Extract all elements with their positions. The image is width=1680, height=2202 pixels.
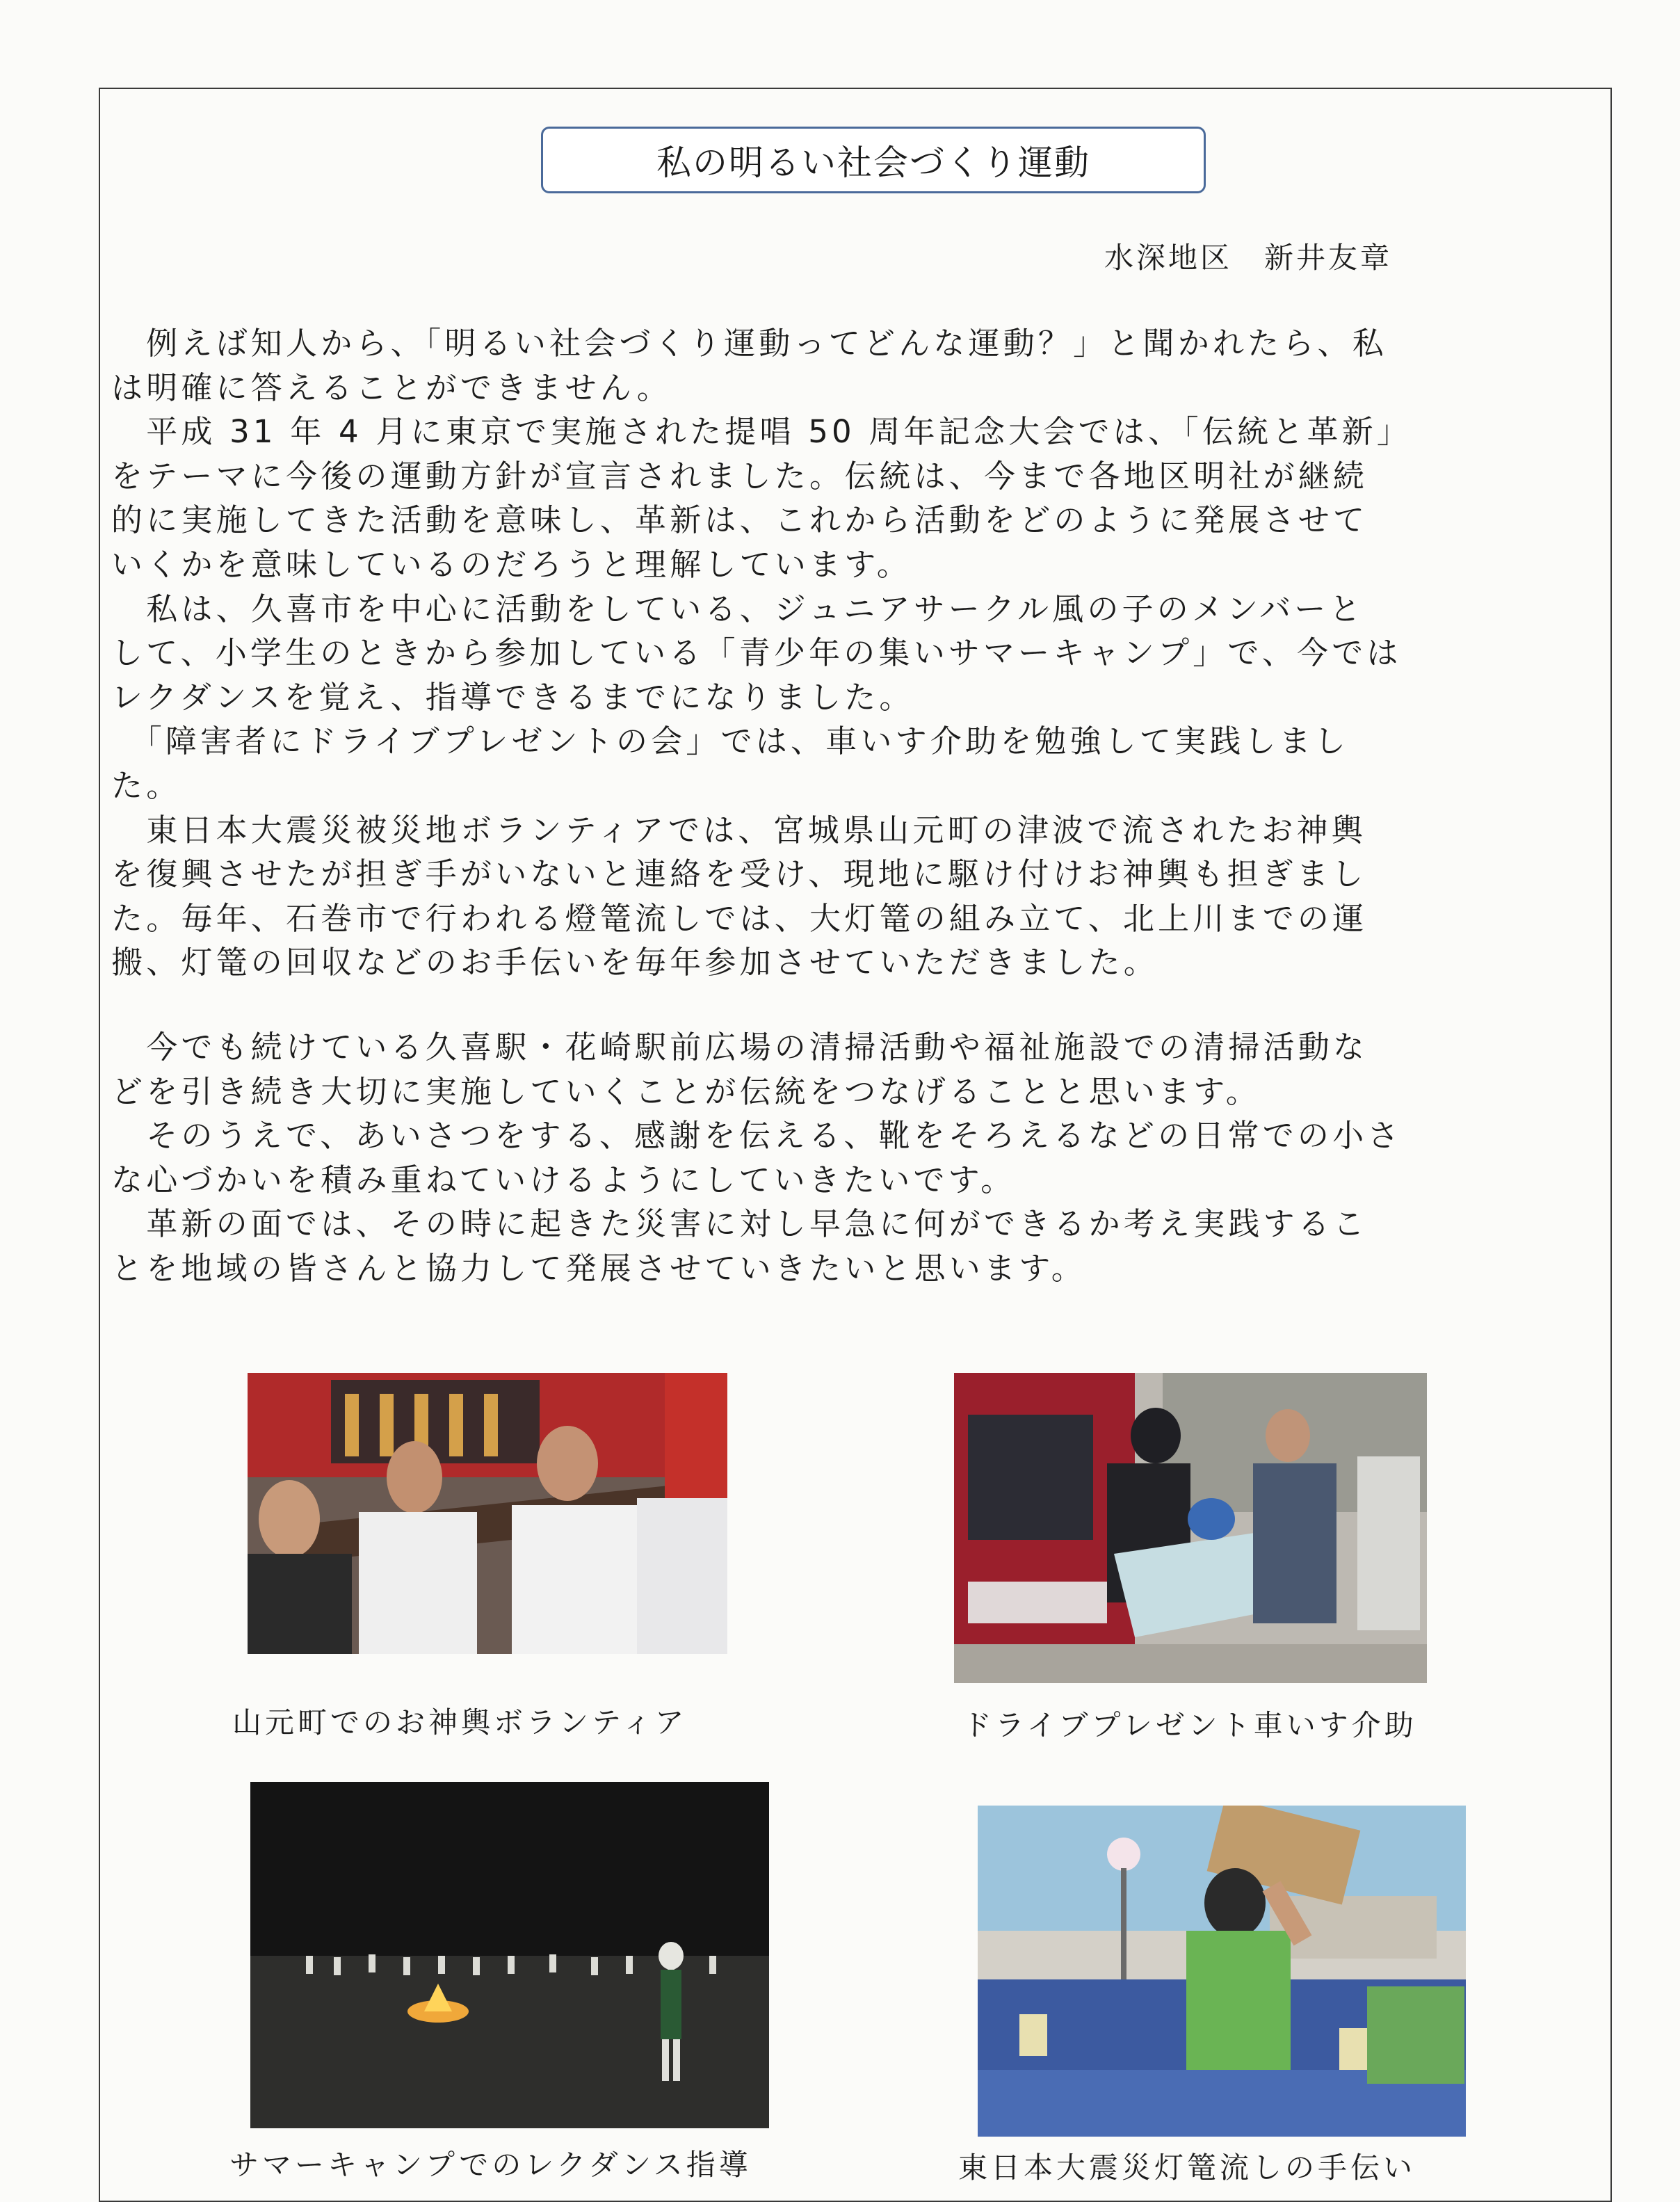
paragraph <box>111 410 1592 586</box>
article-title-text: 私の明るい社会づくり運動 <box>656 143 1090 183</box>
text-line: とを地域の皆さんと協力して発展させていきたいと思います。 <box>111 1249 1087 1287</box>
text-line: 革新の面では、その時に起きた災害に対し早急に何ができるか考え実践するこ <box>111 1205 1368 1243</box>
text-line: レクダンスを覚え、指導できるまでになりました。 <box>111 678 914 716</box>
photo-summer-camp-image <box>250 1782 769 2128</box>
photo-caption: サマーキャンプでのレクダンス指導 <box>229 2148 752 2182</box>
photo-drive-present <box>954 1373 1427 1683</box>
text-line: 搬、灯篭の回収などのお手伝いを毎年参加させていただきました。 <box>111 944 1159 981</box>
text-line: 私は、久喜市を中心に活動をしている、ジュニアサークル風の子のメンバーと <box>111 590 1364 627</box>
text-line: 例えば知人から、「明るい社会づくり運動ってどんな運動？」と聞かれたら、私 <box>111 325 1387 362</box>
photo-lantern <box>978 1806 1466 2137</box>
paragraph <box>111 1202 1592 1290</box>
photo-caption: ドライブプレゼント車いす介助 <box>962 1708 1417 1742</box>
text-line: な心づかいを積み重ねていけるようにしていきたいです。 <box>111 1161 1016 1198</box>
paragraph <box>111 719 1592 807</box>
paragraph <box>111 1114 1592 1202</box>
text-line: して、小学生のときから参加している「青少年の集いサマーキャンプ」で、今では <box>111 634 1402 672</box>
text-line: 「障害者にドライブプレゼントの会」では、車いす介助を勉強して実践しまし <box>111 723 1350 760</box>
text-line: 平成 31 年 4 月に東京で実施された提唱 50 周年記念大会では、「伝統と革新」 <box>111 413 1412 451</box>
photo-caption: 山元町でのお神輿ボランティア <box>232 1705 688 1739</box>
text-line: を復興させたが担ぎ手がいないと連絡を受け、現地に駆け付けお神輿も担ぎまし <box>111 855 1367 893</box>
photo-summer-camp <box>250 1782 769 2128</box>
paragraph <box>111 587 1592 720</box>
author-line: 水深地区 新井友章 <box>1104 241 1393 275</box>
photo-mikoshi <box>248 1373 727 1654</box>
article-body <box>111 321 1592 1290</box>
paragraph <box>111 808 1592 985</box>
text-line: 的に実施してきた活動を意味し、革新は、これから活動をどのように発展させて <box>111 501 1368 539</box>
photo-mikoshi-image <box>248 1373 727 1654</box>
paragraph <box>111 1025 1592 1114</box>
photo-lantern-image <box>978 1806 1466 2137</box>
text-line: 今でも続けている久喜駅・花崎駅前広場の清掃活動や福祉施設での清掃活動な <box>111 1028 1368 1066</box>
text-line: いくかを意味しているのだろうと理解しています。 <box>111 545 912 583</box>
article-title <box>541 127 1206 193</box>
photo-caption: 東日本大震災灯篭流しの手伝い <box>958 2151 1416 2185</box>
text-line: そのうえで、あいさつをする、感謝を伝える、靴をそろえるなどの日常での小さ <box>111 1117 1403 1155</box>
text-line: をテーマに今後の運動方針が宣言されました。伝統は、今まで各地区明社が継続 <box>111 457 1368 495</box>
text-line: た。毎年、石巻市で行われる燈篭流しでは、大灯篭の組み立て、北上川までの運 <box>111 899 1368 937</box>
text-line: どを引き続き大切に実施していくことが伝統をつなげることと思います。 <box>111 1072 1261 1110</box>
text-line: た。 <box>111 766 181 804</box>
photo-drive-present-image <box>954 1373 1427 1683</box>
text-line: は明確に答えることができません。 <box>111 369 672 406</box>
paragraph <box>111 321 1592 410</box>
text-line: 東日本大震災被災地ボランティアでは、宮城県山元町の津波で流されたお神輿 <box>111 811 1366 849</box>
